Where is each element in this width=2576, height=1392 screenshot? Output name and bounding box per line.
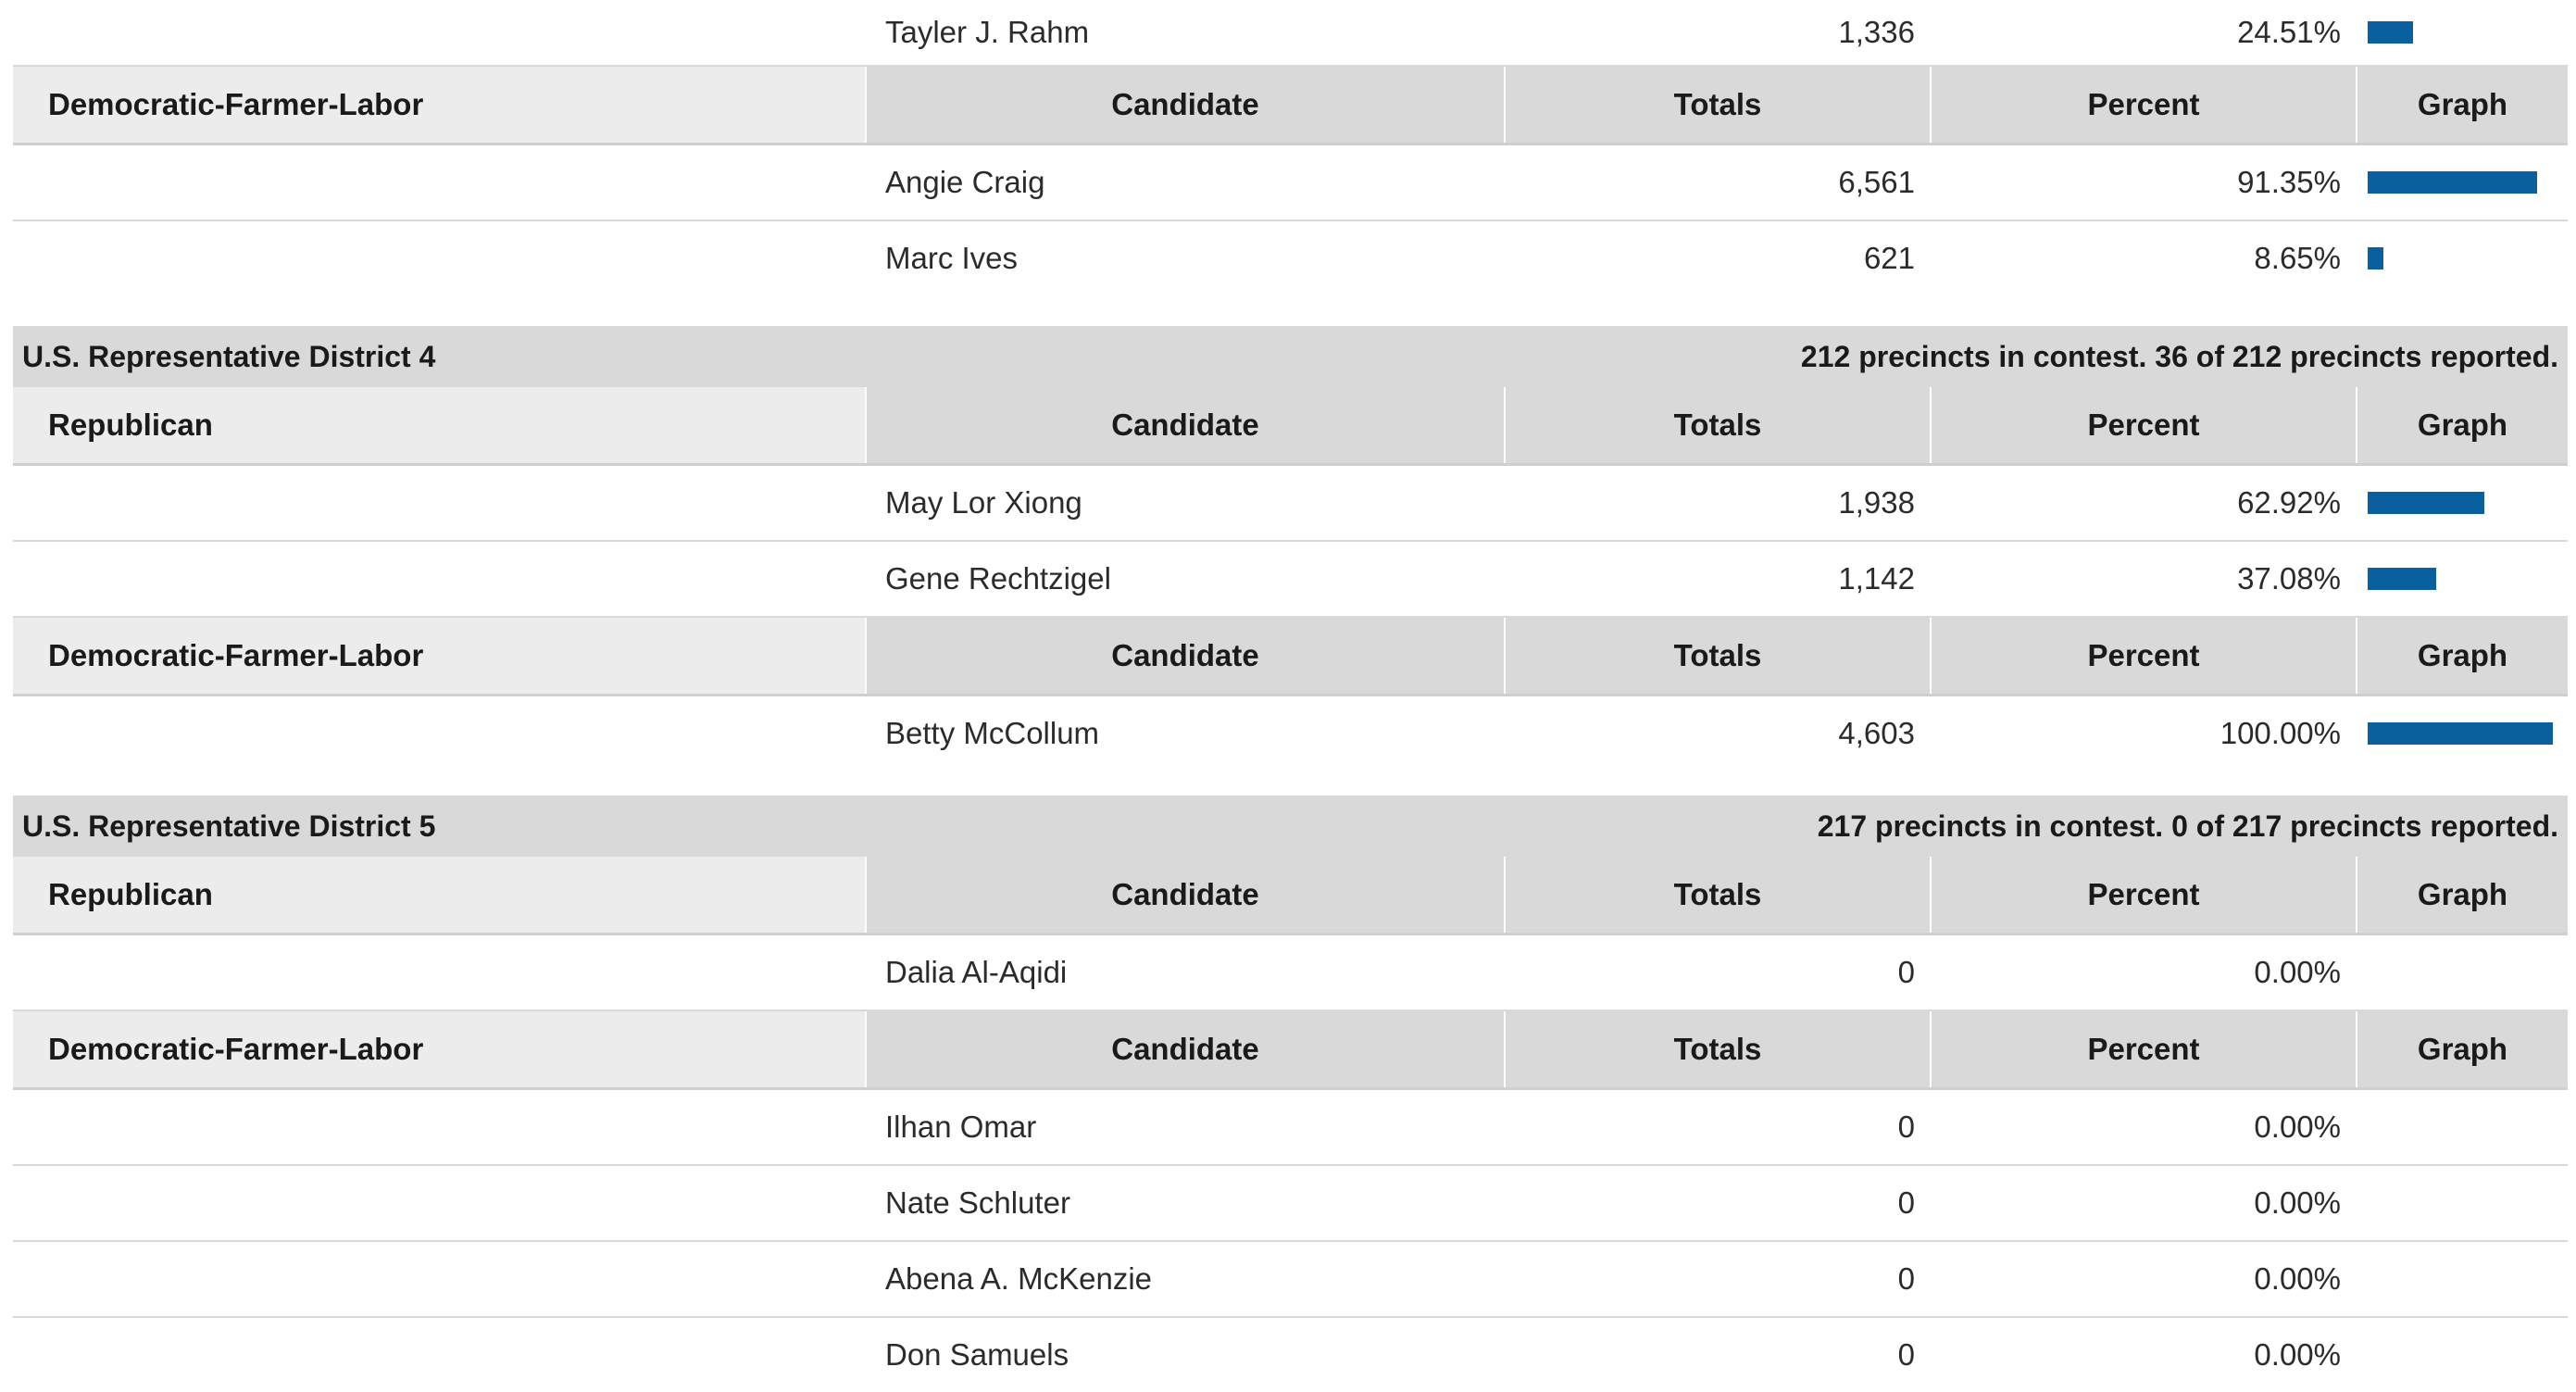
candidate-row [13,1242,2568,1318]
candidate-percent: 0.00% [2254,1261,2341,1296]
vote-bar [2368,171,2537,194]
candidate-total: 1,142 [1838,561,1915,596]
candidate-name: May Lor Xiong [885,485,1082,520]
column-header-percent: Percent [1930,618,2356,694]
party-header-row [13,1011,2568,1090]
column-header-totals: Totals [1504,1011,1930,1087]
candidate-row [13,696,2568,771]
party-cell [13,1090,865,1164]
candidate-percent: 8.65% [2254,241,2341,275]
graph-cell [2356,466,2568,540]
column-header-totals: Totals [1504,618,1930,694]
party-header-row [13,857,2568,935]
party-cell [13,1166,865,1240]
party-header-row [13,67,2568,145]
column-header-candidate: Candidate [865,618,1504,694]
column-header-candidate: Candidate [865,67,1504,143]
candidate-row [13,466,2568,542]
contest-title: U.S. Representative District 5 [22,809,436,843]
candidate-percent: 100.00% [2220,716,2341,750]
column-header-graph: Graph [2356,387,2568,463]
vote-bar [2368,492,2484,514]
candidate-name: Gene Rechtzigel [885,561,1111,596]
party-cell [13,696,865,771]
candidate-percent: 62.92% [2237,485,2341,520]
party-label: Democratic-Farmer-Labor [13,67,865,143]
candidate-total: 621 [1863,241,1915,275]
graph-cell [2356,935,2568,1010]
graph-cell [2356,1166,2568,1240]
column-header-percent: Percent [1930,387,2356,463]
party-header-row [13,387,2568,466]
contest-header-district-4 [13,326,2568,387]
party-header-row [13,618,2568,696]
candidate-percent: 37.08% [2237,561,2341,596]
district-prev-section [13,0,2568,295]
candidate-row [13,0,2568,67]
column-header-candidate: Candidate [865,857,1504,933]
party-cell [13,1242,865,1316]
party-cell [13,1318,865,1392]
graph-cell [2356,221,2568,295]
candidate-total: 0 [1897,955,1915,989]
candidate-total: 4,603 [1838,716,1915,750]
candidate-name: Marc Ives [885,241,1019,275]
party-cell [13,221,865,295]
column-header-graph: Graph [2356,67,2568,143]
party-label: Republican [13,387,865,463]
candidate-name: Abena A. McKenzie [885,1261,1153,1296]
party-label: Republican [13,857,865,933]
candidate-name: Dalia Al-Aqidi [885,955,1068,989]
column-header-graph: Graph [2356,1011,2568,1087]
graph-cell [2356,696,2568,771]
candidate-row [13,145,2568,221]
column-header-percent: Percent [1930,67,2356,143]
contest-header-district-5 [13,796,2568,857]
column-header-percent: Percent [1930,857,2356,933]
graph-cell [2356,1090,2568,1164]
candidate-row [13,542,2568,618]
party-label: Democratic-Farmer-Labor [13,618,865,694]
vote-bar [2368,722,2553,745]
candidate-percent: 91.35% [2237,165,2341,199]
column-header-totals: Totals [1504,857,1930,933]
candidate-row [13,1318,2568,1392]
candidate-total: 0 [1897,1185,1915,1220]
vote-bar [2368,568,2436,590]
candidate-name: Ilhan Omar [885,1110,1037,1144]
candidate-row [13,1166,2568,1242]
column-header-candidate: Candidate [865,387,1504,463]
candidate-total: 0 [1897,1337,1915,1372]
column-header-percent: Percent [1930,1011,2356,1087]
column-header-graph: Graph [2356,618,2568,694]
candidate-name: Nate Schluter [885,1185,1070,1220]
party-cell [13,0,865,65]
candidate-row [13,935,2568,1011]
column-header-totals: Totals [1504,67,1930,143]
graph-cell [2356,0,2568,65]
party-cell [13,145,865,219]
graph-cell [2356,1318,2568,1392]
column-header-totals: Totals [1504,387,1930,463]
column-header-candidate: Candidate [865,1011,1504,1087]
candidate-percent: 0.00% [2254,1110,2341,1144]
precincts-reported: 217 precincts in contest. 0 of 217 precincts reported. [1817,809,2558,843]
vote-bar [2368,247,2383,270]
vote-bar [2368,21,2413,44]
column-header-graph: Graph [2356,857,2568,933]
candidate-name: Betty McCollum [885,716,1100,750]
party-cell [13,935,865,1010]
candidate-total: 1,336 [1838,15,1915,49]
candidate-percent: 0.00% [2254,1185,2341,1220]
candidate-total: 1,938 [1838,485,1915,520]
graph-cell [2356,145,2568,219]
candidate-row [13,221,2568,295]
candidate-row [13,1090,2568,1166]
candidate-name: Tayler J. Rahm [885,15,1090,49]
candidate-total: 0 [1897,1110,1915,1144]
graph-cell [2356,542,2568,616]
precincts-reported: 212 precincts in contest. 36 of 212 precincts reported. [1800,339,2558,373]
candidate-percent: 0.00% [2254,955,2341,989]
candidate-percent: 0.00% [2254,1337,2341,1372]
candidate-name: Angie Craig [885,165,1045,199]
candidate-total: 0 [1897,1261,1915,1296]
party-cell [13,542,865,616]
party-label: Democratic-Farmer-Labor [13,1011,865,1087]
candidate-name: Don Samuels [885,1337,1069,1372]
candidate-percent: 24.51% [2237,15,2341,49]
district-5-section [13,857,2568,1392]
district-4-section [13,387,2568,771]
party-cell [13,466,865,540]
contest-title: U.S. Representative District 4 [22,339,436,373]
candidate-total: 6,561 [1838,165,1915,199]
graph-cell [2356,1242,2568,1316]
